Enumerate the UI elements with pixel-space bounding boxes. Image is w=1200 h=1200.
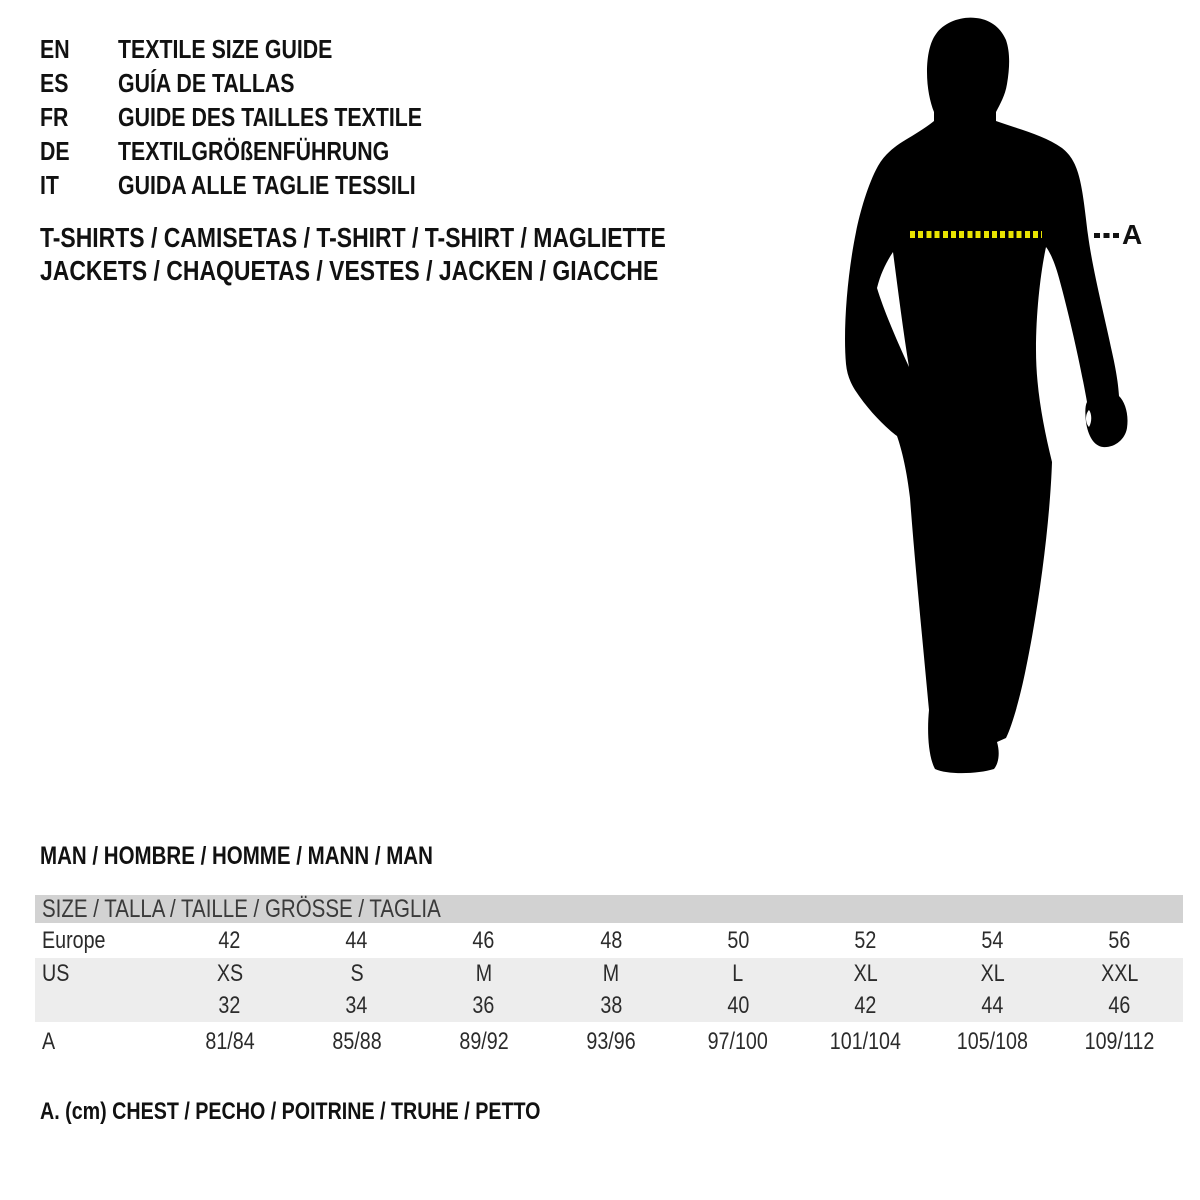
table-cell: 42: [854, 992, 877, 1019]
language-code: EN: [40, 33, 70, 64]
table-cell: 109/112: [1084, 1028, 1155, 1055]
language-title: GUIDA ALLE TAGLIE TESSILI: [118, 169, 416, 200]
table-cell: 50: [727, 927, 750, 954]
table-cell: XL: [980, 960, 1005, 987]
table-cell: 46: [472, 927, 495, 954]
table-cell: 44: [981, 992, 1004, 1019]
language-code: FR: [40, 101, 69, 132]
table-cell: 34: [345, 992, 368, 1019]
language-row-it: [40, 168, 489, 202]
table-cell: 44: [345, 927, 368, 954]
language-row-en: [40, 32, 489, 66]
language-title: GUÍA DE TALLAS: [118, 67, 295, 98]
table-cell: 81/84: [204, 1028, 255, 1055]
table-row-numeric: [35, 990, 1183, 1022]
language-row-de: [40, 134, 489, 168]
table-cell: 40: [727, 992, 750, 1019]
language-title: TEXTILGRÖßENFÜHRUNG: [118, 135, 390, 166]
man-silhouette: [838, 10, 1143, 790]
table-cell: 38: [599, 992, 622, 1019]
size-table-header-text: SIZE / TALLA / TAILLE / GRÖSSE / TAGLIA: [42, 894, 441, 923]
table-cell: 85/88: [332, 1028, 382, 1055]
table-cell: 97/100: [707, 1028, 769, 1055]
row-label: Europe: [42, 927, 106, 954]
size-table-header: [35, 895, 1183, 923]
table-cell: S: [350, 960, 364, 987]
table-cell: 54: [981, 927, 1004, 954]
table-row-us: [35, 958, 1183, 990]
table-cell: 56: [1108, 927, 1131, 954]
table-cell: 89/92: [459, 1028, 509, 1055]
language-code: ES: [40, 67, 69, 98]
measure-callout-dashes: [1094, 233, 1119, 238]
table-cell: 42: [218, 927, 241, 954]
gender-section-title-text: MAN / HOMBRE / HOMME / MANN / MAN: [40, 842, 433, 870]
gender-section-title: [40, 842, 519, 871]
table-cell: 36: [472, 992, 495, 1019]
language-title: TEXTILE SIZE GUIDE: [118, 33, 333, 64]
product-line-jackets: JACKETS / CHAQUETAS / VESTES / JACKEN / GIACCHE: [40, 255, 659, 286]
language-code: IT: [40, 169, 59, 200]
table-cell: 105/108: [956, 1028, 1028, 1055]
measure-a-label: A: [1122, 219, 1143, 250]
table-cell: XXL: [1100, 960, 1139, 987]
language-title: GUIDE DES TAILLES TEXTILE: [118, 101, 423, 132]
table-cell: M: [602, 960, 620, 987]
table-cell: XS: [216, 960, 243, 987]
row-label: A: [42, 1028, 56, 1055]
table-row-chest-a: [35, 1022, 1183, 1062]
table-cell: M: [475, 960, 493, 987]
table-cell: 101/104: [829, 1028, 901, 1055]
language-row-es: [40, 66, 489, 100]
product-categories: [40, 221, 803, 287]
table-cell: 32: [218, 992, 241, 1019]
table-cell: 93/96: [586, 1028, 636, 1055]
measurement-footnote-text: A. (cm) CHEST / PECHO / POITRINE / TRUHE / PETTO: [40, 1098, 541, 1125]
table-cell: L: [732, 960, 744, 987]
table-cell: 52: [854, 927, 877, 954]
language-title-list: [40, 32, 489, 202]
table-row-europe: [35, 924, 1183, 958]
row-label: US: [42, 960, 70, 987]
product-line-tshirts: T-SHIRTS / CAMISETAS / T-SHIRT / T-SHIRT / MAGLIETTE: [40, 222, 666, 253]
language-code: DE: [40, 135, 70, 166]
language-row-fr: [40, 100, 489, 134]
size-table: [35, 895, 1183, 1062]
table-cell: 46: [1108, 992, 1131, 1019]
measurement-footnote: [40, 1098, 650, 1126]
chest-measure-dotted-line: [910, 231, 1042, 238]
table-cell: 48: [599, 927, 622, 954]
table-cell: XL: [853, 960, 878, 987]
